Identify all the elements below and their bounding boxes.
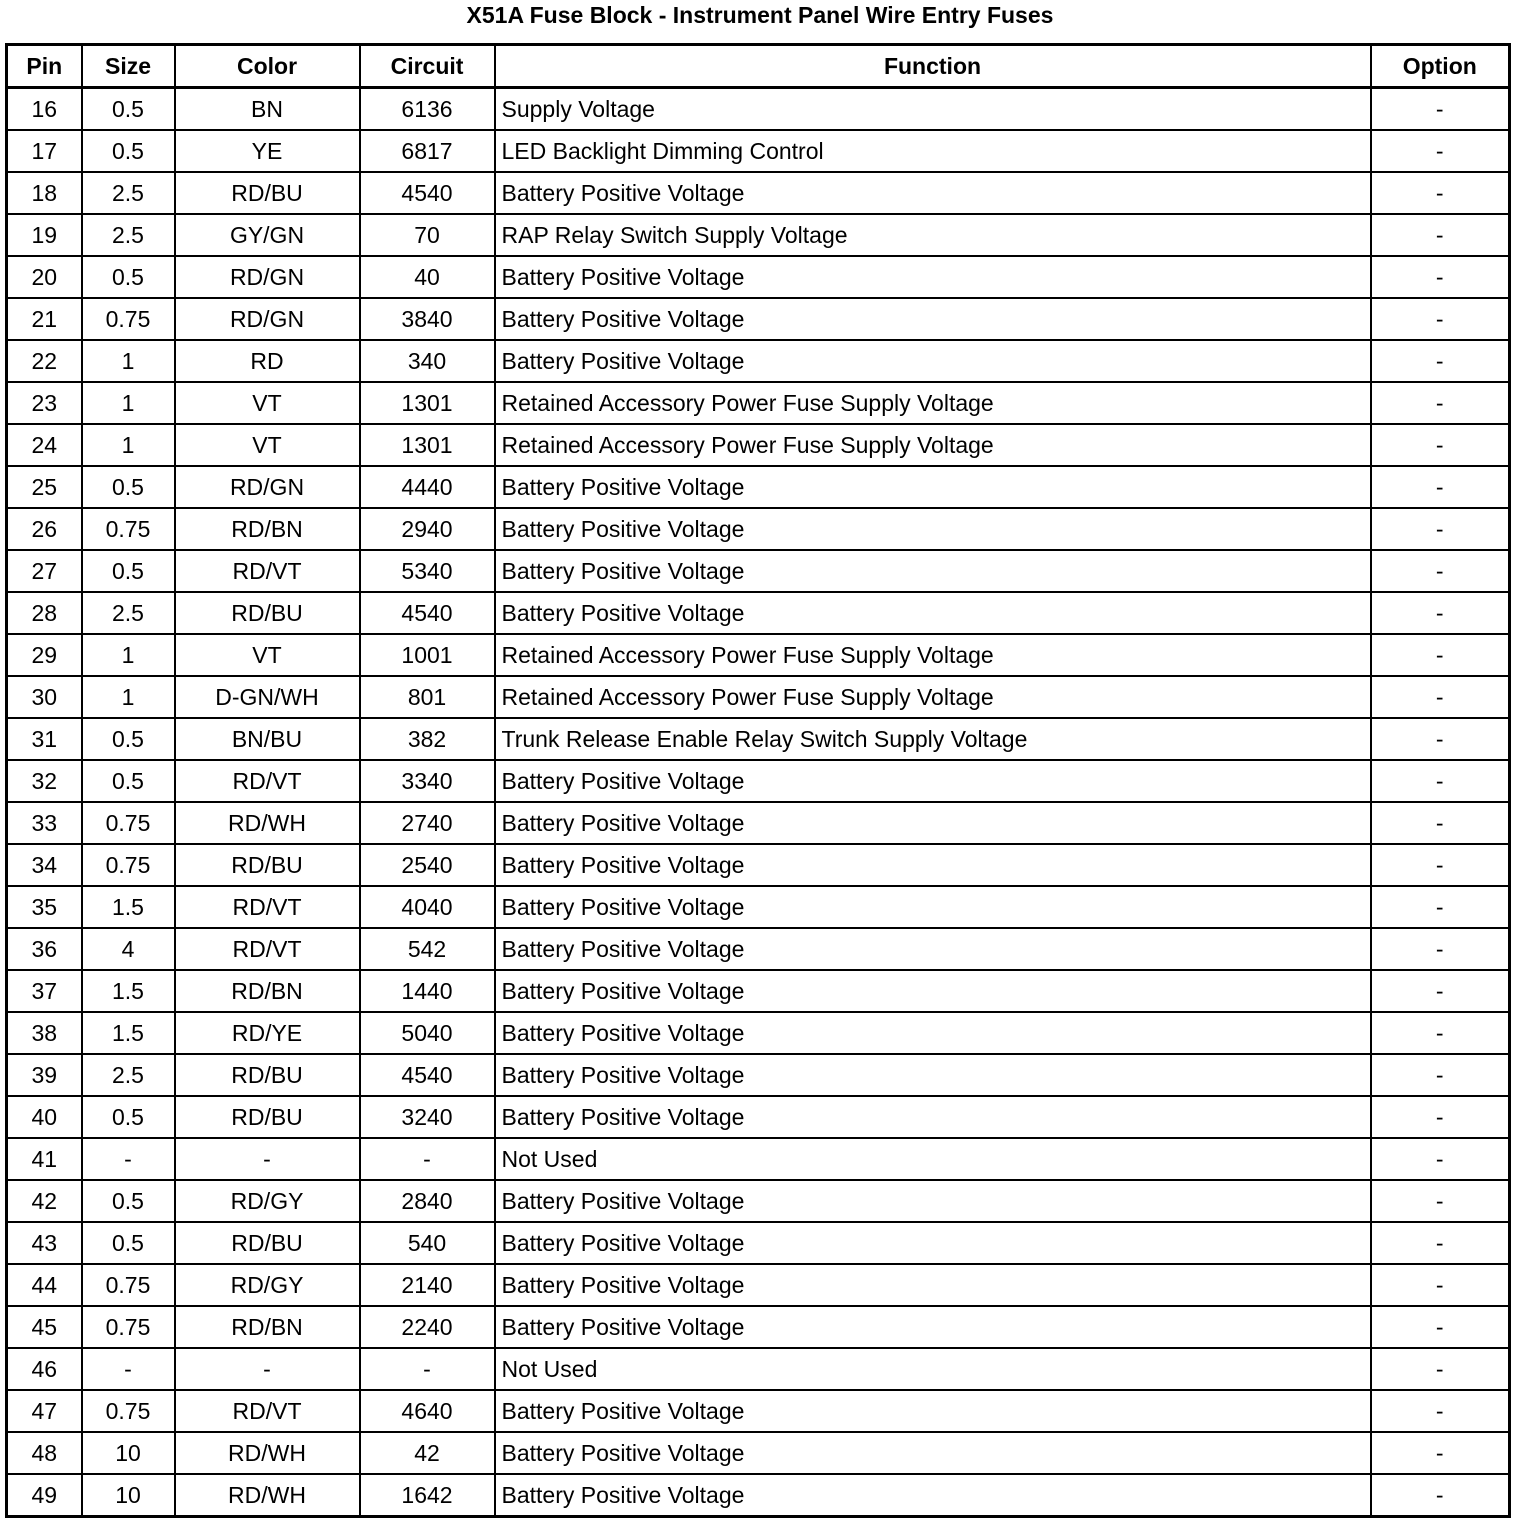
color-cell: RD/BN — [175, 508, 360, 550]
column-header-option: Option — [1371, 45, 1510, 88]
function-cell: Retained Accessory Power Fuse Supply Voltage — [495, 382, 1371, 424]
color-cell: RD/VT — [175, 928, 360, 970]
pin-cell: 31 — [7, 718, 82, 760]
size-cell: 2.5 — [82, 592, 175, 634]
option-cell: - — [1371, 88, 1510, 131]
function-cell: Battery Positive Voltage — [495, 466, 1371, 508]
circuit-cell: 540 — [360, 1222, 495, 1264]
function-cell: Battery Positive Voltage — [495, 1432, 1371, 1474]
color-cell: RD/VT — [175, 1390, 360, 1432]
circuit-cell: 2540 — [360, 844, 495, 886]
column-header-pin: Pin — [7, 45, 82, 88]
option-cell: - — [1371, 928, 1510, 970]
pin-cell: 17 — [7, 130, 82, 172]
function-cell: Trunk Release Enable Relay Switch Supply Voltage — [495, 718, 1371, 760]
size-cell: - — [82, 1138, 175, 1180]
color-cell: GY/GN — [175, 214, 360, 256]
table-row — [7, 508, 1510, 550]
option-cell: - — [1371, 844, 1510, 886]
option-cell: - — [1371, 802, 1510, 844]
color-cell: RD/GY — [175, 1180, 360, 1222]
size-cell: 1 — [82, 382, 175, 424]
option-cell: - — [1371, 634, 1510, 676]
option-cell: - — [1371, 1348, 1510, 1390]
circuit-cell: 4540 — [360, 1054, 495, 1096]
function-cell: Not Used — [495, 1348, 1371, 1390]
column-header-circuit: Circuit — [360, 45, 495, 88]
circuit-cell: 2140 — [360, 1264, 495, 1306]
color-cell: - — [175, 1348, 360, 1390]
circuit-cell: 1440 — [360, 970, 495, 1012]
function-cell: Battery Positive Voltage — [495, 172, 1371, 214]
column-header-function: Function — [495, 45, 1371, 88]
function-cell: Supply Voltage — [495, 88, 1371, 131]
circuit-cell: 542 — [360, 928, 495, 970]
pin-cell: 46 — [7, 1348, 82, 1390]
circuit-cell: 4440 — [360, 466, 495, 508]
pin-cell: 20 — [7, 256, 82, 298]
size-cell: 10 — [82, 1474, 175, 1517]
option-cell: - — [1371, 466, 1510, 508]
fuse-table — [5, 43, 1511, 1518]
table-row — [7, 1432, 1510, 1474]
function-cell: Battery Positive Voltage — [495, 1264, 1371, 1306]
color-cell: BN — [175, 88, 360, 131]
table-row — [7, 1264, 1510, 1306]
pin-cell: 16 — [7, 88, 82, 131]
table-row — [7, 1054, 1510, 1096]
function-cell: Battery Positive Voltage — [495, 592, 1371, 634]
pin-cell: 24 — [7, 424, 82, 466]
table-row — [7, 1390, 1510, 1432]
size-cell: 0.5 — [82, 88, 175, 131]
color-cell: RD/BU — [175, 1096, 360, 1138]
function-cell: Battery Positive Voltage — [495, 970, 1371, 1012]
circuit-cell: 4540 — [360, 172, 495, 214]
pin-cell: 32 — [7, 760, 82, 802]
pin-cell: 37 — [7, 970, 82, 1012]
table-row — [7, 298, 1510, 340]
circuit-cell: 1642 — [360, 1474, 495, 1517]
size-cell: 0.5 — [82, 1180, 175, 1222]
circuit-cell: 5040 — [360, 1012, 495, 1054]
table-row — [7, 172, 1510, 214]
option-cell: - — [1371, 424, 1510, 466]
circuit-cell: 801 — [360, 676, 495, 718]
circuit-cell: 40 — [360, 256, 495, 298]
option-cell: - — [1371, 1096, 1510, 1138]
function-cell: Battery Positive Voltage — [495, 298, 1371, 340]
circuit-cell: - — [360, 1348, 495, 1390]
pin-cell: 43 — [7, 1222, 82, 1264]
function-cell: Retained Accessory Power Fuse Supply Voltage — [495, 676, 1371, 718]
pin-cell: 35 — [7, 886, 82, 928]
circuit-cell: - — [360, 1138, 495, 1180]
option-cell: - — [1371, 256, 1510, 298]
size-cell: 1 — [82, 676, 175, 718]
option-cell: - — [1371, 298, 1510, 340]
color-cell: RD/BU — [175, 172, 360, 214]
option-cell: - — [1371, 970, 1510, 1012]
color-cell: VT — [175, 424, 360, 466]
color-cell: RD/BN — [175, 1306, 360, 1348]
function-cell: Battery Positive Voltage — [495, 928, 1371, 970]
pin-cell: 34 — [7, 844, 82, 886]
color-cell: RD/VT — [175, 760, 360, 802]
pin-cell: 40 — [7, 1096, 82, 1138]
color-cell: RD/BU — [175, 1222, 360, 1264]
circuit-cell: 70 — [360, 214, 495, 256]
function-cell: Battery Positive Voltage — [495, 550, 1371, 592]
table-row — [7, 256, 1510, 298]
option-cell: - — [1371, 1012, 1510, 1054]
pin-cell: 36 — [7, 928, 82, 970]
size-cell: 0.75 — [82, 844, 175, 886]
color-cell: VT — [175, 634, 360, 676]
pin-cell: 42 — [7, 1180, 82, 1222]
circuit-cell: 1301 — [360, 382, 495, 424]
size-cell: 0.5 — [82, 1222, 175, 1264]
size-cell: 1 — [82, 634, 175, 676]
option-cell: - — [1371, 550, 1510, 592]
pin-cell: 49 — [7, 1474, 82, 1517]
option-cell: - — [1371, 886, 1510, 928]
size-cell: 10 — [82, 1432, 175, 1474]
circuit-cell: 4040 — [360, 886, 495, 928]
color-cell: RD/BU — [175, 844, 360, 886]
size-cell: 2.5 — [82, 172, 175, 214]
pin-cell: 33 — [7, 802, 82, 844]
table-row — [7, 88, 1510, 131]
color-cell: RD/BU — [175, 1054, 360, 1096]
function-cell: Battery Positive Voltage — [495, 508, 1371, 550]
size-cell: 0.75 — [82, 508, 175, 550]
table-row — [7, 424, 1510, 466]
color-cell: RD/GY — [175, 1264, 360, 1306]
circuit-cell: 2840 — [360, 1180, 495, 1222]
table-row — [7, 718, 1510, 760]
column-header-color: Color — [175, 45, 360, 88]
pin-cell: 29 — [7, 634, 82, 676]
option-cell: - — [1371, 676, 1510, 718]
color-cell: RD/WH — [175, 1432, 360, 1474]
function-cell: Not Used — [495, 1138, 1371, 1180]
size-cell: 1.5 — [82, 1012, 175, 1054]
table-row — [7, 1096, 1510, 1138]
pin-cell: 45 — [7, 1306, 82, 1348]
function-cell: Battery Positive Voltage — [495, 1180, 1371, 1222]
option-cell: - — [1371, 718, 1510, 760]
table-row — [7, 382, 1510, 424]
table-row — [7, 1222, 1510, 1264]
size-cell: 0.5 — [82, 1096, 175, 1138]
pin-cell: 21 — [7, 298, 82, 340]
size-cell: 0.75 — [82, 1264, 175, 1306]
size-cell: - — [82, 1348, 175, 1390]
table-row — [7, 214, 1510, 256]
table-row — [7, 760, 1510, 802]
color-cell: D-GN/WH — [175, 676, 360, 718]
option-cell: - — [1371, 382, 1510, 424]
pin-cell: 25 — [7, 466, 82, 508]
option-cell: - — [1371, 214, 1510, 256]
table-row — [7, 550, 1510, 592]
pin-cell: 47 — [7, 1390, 82, 1432]
pin-cell: 27 — [7, 550, 82, 592]
table-row — [7, 928, 1510, 970]
circuit-cell: 2740 — [360, 802, 495, 844]
table-row — [7, 802, 1510, 844]
size-cell: 2.5 — [82, 214, 175, 256]
function-cell: Battery Positive Voltage — [495, 760, 1371, 802]
function-cell: Battery Positive Voltage — [495, 1222, 1371, 1264]
table-row — [7, 466, 1510, 508]
page-title: X51A Fuse Block - Instrument Panel Wire Entry Fuses — [466, 2, 1054, 28]
function-cell: RAP Relay Switch Supply Voltage — [495, 214, 1371, 256]
circuit-cell: 3240 — [360, 1096, 495, 1138]
table-row — [7, 130, 1510, 172]
size-cell: 2.5 — [82, 1054, 175, 1096]
circuit-cell: 340 — [360, 340, 495, 382]
size-cell: 4 — [82, 928, 175, 970]
size-cell: 1 — [82, 424, 175, 466]
option-cell: - — [1371, 508, 1510, 550]
pin-cell: 26 — [7, 508, 82, 550]
function-cell: Battery Positive Voltage — [495, 1306, 1371, 1348]
pin-cell: 30 — [7, 676, 82, 718]
circuit-cell: 4640 — [360, 1390, 495, 1432]
option-cell: - — [1371, 130, 1510, 172]
color-cell: RD/VT — [175, 886, 360, 928]
color-cell: RD/WH — [175, 802, 360, 844]
pin-cell: 19 — [7, 214, 82, 256]
size-cell: 0.5 — [82, 760, 175, 802]
size-cell: 0.5 — [82, 256, 175, 298]
color-cell: RD/BN — [175, 970, 360, 1012]
function-cell: Battery Positive Voltage — [495, 256, 1371, 298]
option-cell: - — [1371, 1264, 1510, 1306]
table-row — [7, 1474, 1510, 1517]
circuit-cell: 1001 — [360, 634, 495, 676]
option-cell: - — [1371, 1054, 1510, 1096]
column-header-size: Size — [82, 45, 175, 88]
circuit-cell: 2940 — [360, 508, 495, 550]
size-cell: 0.75 — [82, 298, 175, 340]
color-cell: RD/GN — [175, 256, 360, 298]
pin-cell: 41 — [7, 1138, 82, 1180]
color-cell: BN/BU — [175, 718, 360, 760]
circuit-cell: 6136 — [360, 88, 495, 131]
circuit-cell: 2240 — [360, 1306, 495, 1348]
size-cell: 1 — [82, 340, 175, 382]
size-cell: 0.75 — [82, 1306, 175, 1348]
size-cell: 0.5 — [82, 466, 175, 508]
option-cell: - — [1371, 340, 1510, 382]
table-row — [7, 592, 1510, 634]
table-row — [7, 1012, 1510, 1054]
table-row — [7, 676, 1510, 718]
color-cell: RD/YE — [175, 1012, 360, 1054]
size-cell: 0.5 — [82, 130, 175, 172]
circuit-cell: 42 — [360, 1432, 495, 1474]
circuit-cell: 6817 — [360, 130, 495, 172]
function-cell: Battery Positive Voltage — [495, 844, 1371, 886]
table-row — [7, 634, 1510, 676]
circuit-cell: 3340 — [360, 760, 495, 802]
table-header-row — [7, 45, 1510, 88]
function-cell: LED Backlight Dimming Control — [495, 130, 1371, 172]
pin-cell: 23 — [7, 382, 82, 424]
function-cell: Battery Positive Voltage — [495, 1054, 1371, 1096]
circuit-cell: 3840 — [360, 298, 495, 340]
color-cell: RD/VT — [175, 550, 360, 592]
color-cell: - — [175, 1138, 360, 1180]
function-cell: Retained Accessory Power Fuse Supply Voltage — [495, 634, 1371, 676]
pin-cell: 18 — [7, 172, 82, 214]
pin-cell: 39 — [7, 1054, 82, 1096]
color-cell: RD/BU — [175, 592, 360, 634]
option-cell: - — [1371, 1432, 1510, 1474]
option-cell: - — [1371, 172, 1510, 214]
pin-cell: 22 — [7, 340, 82, 382]
pin-cell: 44 — [7, 1264, 82, 1306]
function-cell: Battery Positive Voltage — [495, 1096, 1371, 1138]
pin-cell: 28 — [7, 592, 82, 634]
pin-cell: 48 — [7, 1432, 82, 1474]
function-cell: Battery Positive Voltage — [495, 340, 1371, 382]
function-cell: Retained Accessory Power Fuse Supply Voltage — [495, 424, 1371, 466]
function-cell: Battery Positive Voltage — [495, 1012, 1371, 1054]
function-cell: Battery Positive Voltage — [495, 1390, 1371, 1432]
table-row — [7, 1180, 1510, 1222]
option-cell: - — [1371, 1138, 1510, 1180]
pin-cell: 38 — [7, 1012, 82, 1054]
circuit-cell: 1301 — [360, 424, 495, 466]
size-cell: 0.5 — [82, 718, 175, 760]
option-cell: - — [1371, 1180, 1510, 1222]
option-cell: - — [1371, 760, 1510, 802]
table-row — [7, 970, 1510, 1012]
table-row — [7, 1348, 1510, 1390]
option-cell: - — [1371, 1390, 1510, 1432]
table-row — [7, 340, 1510, 382]
size-cell: 0.5 — [82, 550, 175, 592]
function-cell: Battery Positive Voltage — [495, 802, 1371, 844]
size-cell: 1.5 — [82, 970, 175, 1012]
color-cell: RD — [175, 340, 360, 382]
color-cell: RD/GN — [175, 466, 360, 508]
color-cell: RD/WH — [175, 1474, 360, 1517]
function-cell: Battery Positive Voltage — [495, 1474, 1371, 1517]
table-body — [7, 88, 1510, 1517]
table-row — [7, 886, 1510, 928]
color-cell: VT — [175, 382, 360, 424]
table-row — [7, 1306, 1510, 1348]
option-cell: - — [1371, 592, 1510, 634]
option-cell: - — [1371, 1474, 1510, 1517]
color-cell: RD/GN — [175, 298, 360, 340]
option-cell: - — [1371, 1222, 1510, 1264]
table-row — [7, 844, 1510, 886]
color-cell: YE — [175, 130, 360, 172]
function-cell: Battery Positive Voltage — [495, 886, 1371, 928]
size-cell: 0.75 — [82, 802, 175, 844]
size-cell: 0.75 — [82, 1390, 175, 1432]
circuit-cell: 4540 — [360, 592, 495, 634]
size-cell: 1.5 — [82, 886, 175, 928]
circuit-cell: 382 — [360, 718, 495, 760]
option-cell: - — [1371, 1306, 1510, 1348]
table-row — [7, 1138, 1510, 1180]
circuit-cell: 5340 — [360, 550, 495, 592]
